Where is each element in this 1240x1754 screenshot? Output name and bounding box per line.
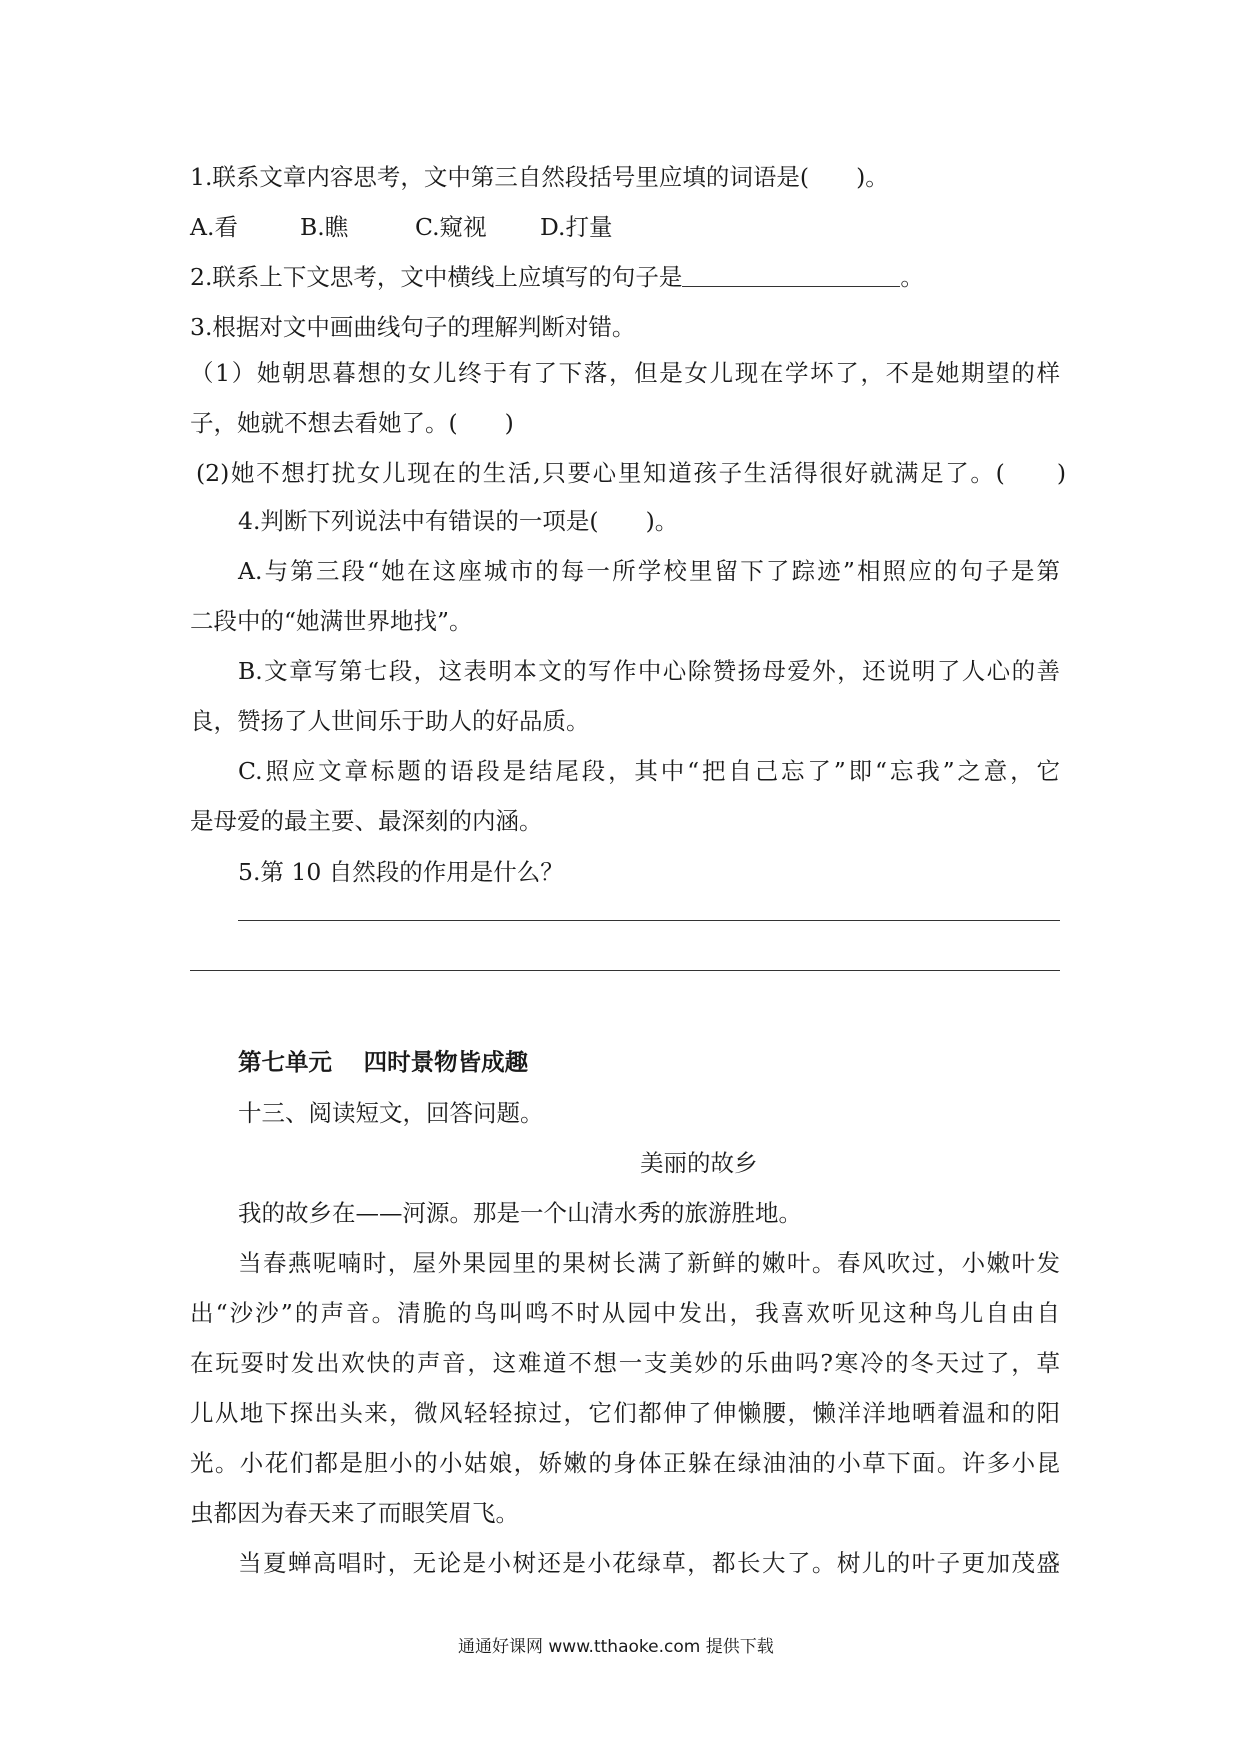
question-3-item-1-line-1: （1）她朝思暮想的女儿终于有了下落，但是女儿现在学坏了，不是她期望的样	[190, 359, 1060, 387]
question-4: 4.判断下列说法中有错误的一项是( )。	[238, 507, 679, 535]
option-b: B.瞧	[300, 213, 349, 241]
question-2-suffix: 。	[900, 263, 924, 291]
question-3-item-2: (2)她不想打扰女儿现在的生活,只要心里知道孩子生活得很好就满足了。( )	[196, 459, 1066, 487]
question-3: 3.根据对文中画曲线句子的理解判断对错。	[190, 313, 636, 341]
option-c: C.窥视	[415, 213, 487, 241]
question-5: 5.第 10 自然段的作用是什么？	[238, 858, 564, 886]
paragraph-2-line-6: 虫都因为春天来了而眼笑眉飞。	[190, 1499, 519, 1527]
footer-credit: 通通好课网 www.tthaoke.com 提供下载	[458, 1637, 774, 1657]
question-3-item-1-line-2: 子，她就不想去看她了。( )	[190, 409, 514, 437]
option-d: D.打量	[540, 213, 613, 241]
question-1: 1.联系文章内容思考，文中第三自然段括号里应填的词语是( )。	[190, 163, 889, 191]
paragraph-1: 我的故乡在——河源。那是一个山清水秀的旅游胜地。	[238, 1199, 802, 1227]
paragraph-2-line-3: 在玩耍时发出欢快的声音，这难道不想一支美妙的乐曲吗?寒冷的冬天过了，草	[190, 1349, 1060, 1377]
paragraph-2-line-5: 光。小花们都是胆小的小姑娘，娇嫩的身体正躲在绿油油的小草下面。许多小昆	[190, 1449, 1060, 1477]
answer-blank[interactable]	[682, 264, 900, 287]
paragraph-2-line-4: 儿从地下探出头来，微风轻轻掠过，它们都伸了伸懒腰，懒洋洋地晒着温和的阳	[190, 1399, 1060, 1427]
paragraph-3-line-1: 当夏蝉高唱时，无论是小树还是小花绿草，都长大了。树儿的叶子更加茂盛	[238, 1549, 1060, 1577]
question-2-text: 2.联系上下文思考，文中横线上应填写的句子是	[190, 263, 683, 291]
question-4-b-line-1: B.文章写第七段，这表明本文的写作中心除赞扬母爱外，还说明了人心的善	[238, 657, 1060, 685]
question-4-b-line-2: 良，赞扬了人世间乐于助人的好品质。	[190, 707, 590, 735]
article-title: 美丽的故乡	[640, 1149, 758, 1177]
section-heading: 十三、阅读短文，回答问题。	[238, 1099, 544, 1127]
question-4-c-line-2: 是母爱的最主要、最深刻的内涵。	[190, 807, 543, 835]
question-2	[190, 260, 924, 294]
answer-line-2[interactable]	[190, 970, 1060, 971]
answer-line-1[interactable]	[238, 920, 1060, 921]
question-4-c-line-1: C.照应文章标题的语段是结尾段，其中“把自己忘了”即“忘我”之意，它	[238, 757, 1060, 785]
option-a: A.看	[190, 213, 238, 241]
question-4-a-line-1: A.与第三段“她在这座城市的每一所学校里留下了踪迹”相照应的句子是第	[238, 557, 1060, 585]
question-4-a-line-2: 二段中的“她满世界地找”。	[190, 607, 473, 635]
unit-title: 第七单元 四时景物皆成趣	[238, 1048, 529, 1076]
paragraph-2-line-1: 当春燕呢喃时，屋外果园里的果树长满了新鲜的嫩叶。春风吹过，小嫩叶发	[238, 1249, 1060, 1277]
paragraph-2-line-2: 出“沙沙”的声音。清脆的鸟叫鸣不时从园中发出，我喜欢听见这种鸟儿自由自	[190, 1299, 1060, 1327]
